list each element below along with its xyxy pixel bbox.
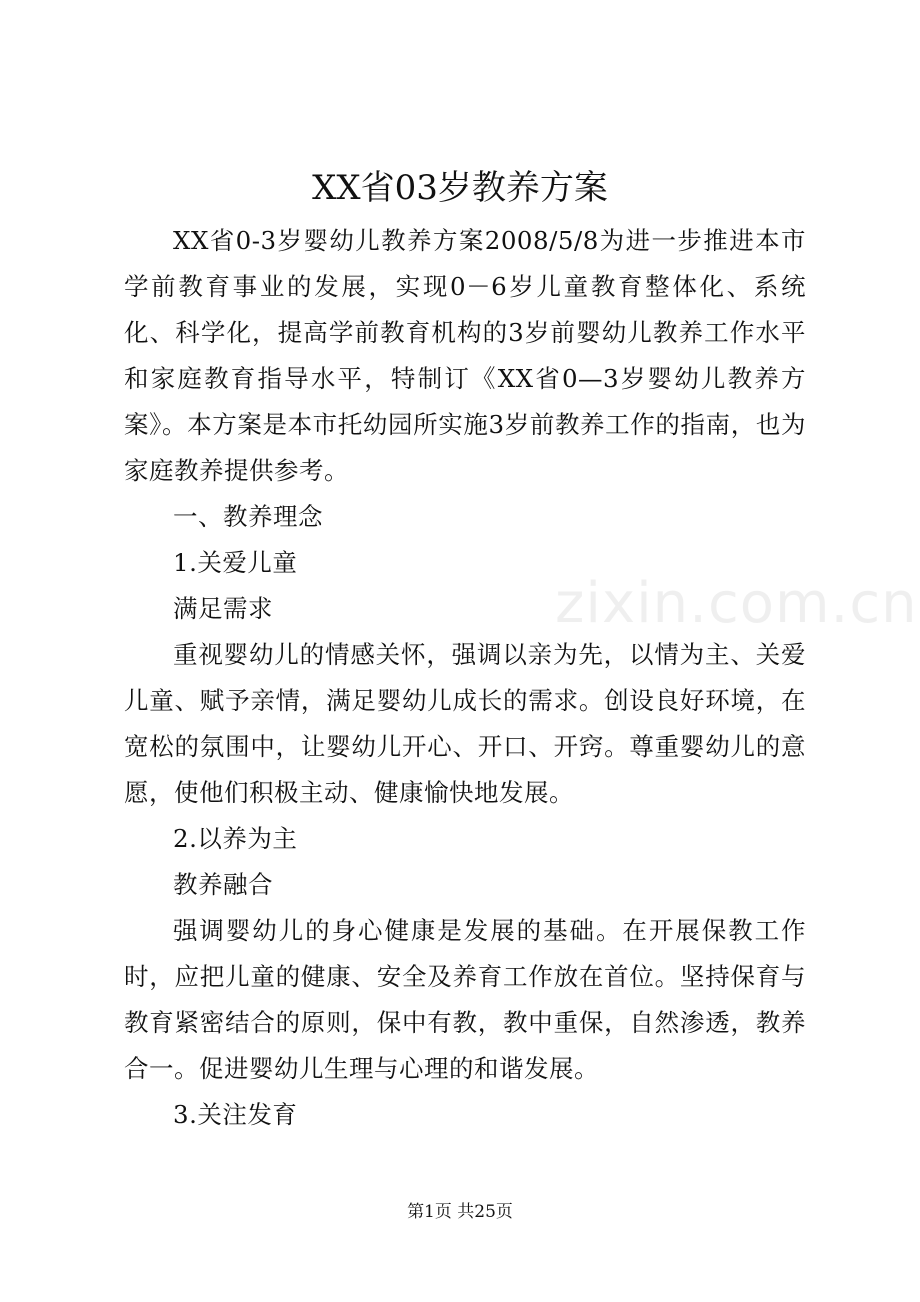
subheading-development: 3.关注发育 — [173, 1100, 298, 1129]
intro-paragraph: XX省0-3岁婴幼儿教养方案2008/5/8为进一步推进本市学前教育事业的发展，实现0－6岁儿童教育整体化、系统化、科学化，提高学前教育机构的3岁前婴幼儿教养工作水平和家庭教育指导水平，特制订《XX省0—3岁婴幼儿教养方案》。本方案是本市托幼园所实施3岁前教养工作的指南，也为家庭教养提供参考。 — [124, 226, 806, 485]
page-footer: 第1页 共25页 — [407, 1202, 513, 1222]
subheading-nurture-first: 2.以养为主 — [173, 824, 298, 853]
paragraph-emotional-care: 重视婴幼儿的情感关怀，强调以亲为先，以情为主、关爱儿童、赋予亲情，满足婴幼儿成长的需求。创设良好环境，在宽松的氛围中，让婴幼儿开心、开口、开窍。尊重婴幼儿的意愿，使他们积极主动、健康愉快地发展。 — [124, 640, 806, 807]
paragraph-health-foundation: 强调婴幼儿的身心健康是发展的基础。在开展保教工作时，应把儿童的健康、安全及养育工作放在首位。坚持保育与教育紧密结合的原则，保中有教，教中重保，自然渗透，教养合一。促进婴幼儿生理与心理的和谐发展。 — [124, 916, 806, 1083]
subheading-integration: 教养融合 — [173, 870, 273, 899]
document-title: XX省03岁教养方案 — [312, 168, 608, 208]
subheading-care-children: 1.关爱儿童 — [173, 548, 298, 577]
section-heading-concept: 一、教养理念 — [173, 502, 323, 531]
watermark: zixin.com.cn — [555, 571, 918, 636]
subheading-meet-needs: 满足需求 — [173, 594, 273, 623]
document-body — [124, 218, 806, 1138]
